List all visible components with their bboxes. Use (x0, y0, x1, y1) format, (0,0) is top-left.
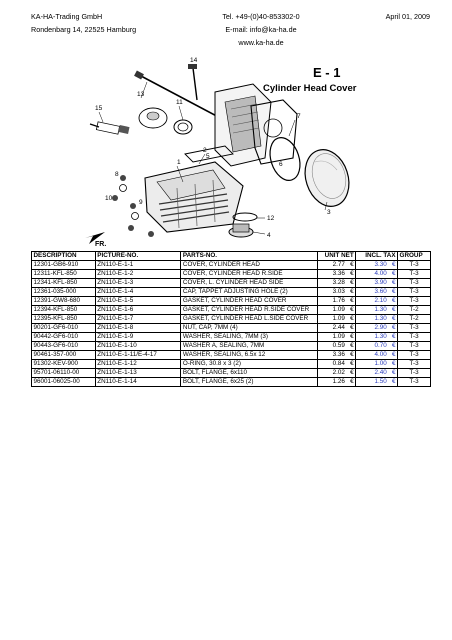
cell-incl-tax: 1.30 € (356, 315, 398, 324)
table-row (32, 270, 431, 279)
cell-incl-tax: 3.30 € (356, 261, 398, 270)
callout-6: 6 (279, 161, 283, 168)
cell-incl-tax: 0.70 € (356, 342, 398, 351)
diagram-code: E - 1 (313, 65, 341, 80)
cell-incl-tax: 1.30 € (356, 333, 398, 342)
front-direction-arrow (85, 232, 106, 248)
bolt-head (134, 70, 144, 79)
callout-4: 4 (267, 232, 271, 239)
cell-parts-no: WASHER A, SEALING, 7MM (181, 342, 318, 351)
cell-parts-no: WASHER, SEALING, 7MM (3) (181, 333, 318, 342)
callout-11: 11 (176, 99, 183, 106)
document-date: April 01, 2009 (385, 12, 430, 21)
table-row (32, 261, 431, 270)
cell-unit-net: 3.28 € (318, 279, 356, 288)
cell-group: T-3 (398, 342, 431, 351)
tappet-cap (229, 224, 253, 237)
cell-description: 12395-KFL-850 (32, 315, 96, 324)
cell-parts-no: CAP, TAPPET ADJUSTING HOLE (2) (181, 288, 318, 297)
table-row (32, 342, 431, 351)
table-header-row (32, 252, 431, 261)
callout-9: 9 (139, 199, 143, 206)
cell-parts-no: COVER, L. CYLINDER HEAD SIDE (181, 279, 318, 288)
cell-incl-tax: 1.50 € (356, 378, 398, 387)
cell-picture-no: ZN110-E-1-9 (95, 333, 181, 342)
cell-description: 95701-06110-00 (32, 369, 96, 378)
column-header: UNIT NET (318, 252, 356, 261)
company-name: KA-HA-Trading GmbH (31, 12, 103, 21)
cell-incl-tax: 4.00 € (356, 351, 398, 360)
table-row (32, 297, 431, 306)
cell-picture-no: ZN110-E-1-10 (95, 342, 181, 351)
cell-picture-no: ZN110-E-1-13 (95, 369, 181, 378)
cell-description: 90201-GF6-010 (32, 324, 96, 333)
cell-parts-no: GASKET, CYLINDER HEAD COVER (181, 297, 318, 306)
callout-3: 3 (327, 209, 331, 216)
cell-unit-net: 3.36 € (318, 270, 356, 279)
cell-incl-tax: 2.90 € (356, 324, 398, 333)
cell-description: 90461-357-000 (32, 351, 96, 360)
table-body (32, 261, 431, 387)
column-header: DESCRIPTION (32, 252, 96, 261)
cell-unit-net: 2.44 € (318, 324, 356, 333)
cell-incl-tax: 1.00 € (356, 360, 398, 369)
callout-8: 8 (115, 171, 119, 178)
cell-incl-tax: 3.90 € (356, 279, 398, 288)
cell-unit-net: 1.09 € (318, 306, 356, 315)
column-header: PICTURE-NO. (95, 252, 181, 261)
table-row (32, 279, 431, 288)
cell-parts-no: BOLT, FLANGE, 6x25 (2) (181, 378, 318, 387)
callout-13: 13 (137, 91, 145, 98)
table-row (32, 324, 431, 333)
table-row (32, 369, 431, 378)
cell-description: 12341-KFL-850 (32, 279, 96, 288)
cell-group: T-3 (398, 270, 431, 279)
cell-parts-no: NUT, CAP, 7MM (4) (181, 324, 318, 333)
cell-incl-tax: 1.30 € (356, 306, 398, 315)
cell-group: T-3 (398, 360, 431, 369)
cell-group: T-3 (398, 297, 431, 306)
cell-unit-net: 1.26 € (318, 378, 356, 387)
cell-picture-no: ZN110-E-1-4 (95, 288, 181, 297)
cell-group: T-3 (398, 378, 431, 387)
cell-parts-no: BOLT, FLANGE, 6x110 (181, 369, 318, 378)
cell-parts-no: GASKET, CYLINDER HEAD L.SIDE COVER (181, 315, 318, 324)
cylinder-head-l-side-cover (298, 144, 356, 212)
table-row (32, 351, 431, 360)
cylinder-head-r-side-cover (215, 84, 271, 166)
cell-unit-net: 1.09 € (318, 333, 356, 342)
cell-group: T-2 (398, 306, 431, 315)
callout-12: 12 (267, 215, 275, 222)
cell-unit-net: 2.77 € (318, 261, 356, 270)
short-bolt (193, 68, 197, 100)
callout-5: 5 (206, 153, 210, 160)
cell-description: 12311-KFL-850 (32, 270, 96, 279)
cell-incl-tax: 4.00 € (356, 270, 398, 279)
cell-description: 90442-GF6-010 (32, 333, 96, 342)
exploded-parts-diagram (75, 54, 380, 252)
cell-incl-tax: 3.60 € (356, 288, 398, 297)
cell-picture-no: ZN110-E-1-6 (95, 306, 181, 315)
cell-description: 12394-KFL-850 (32, 306, 96, 315)
callout-1: 1 (177, 159, 181, 166)
cell-picture-no: ZN110-E-1-8 (95, 324, 181, 333)
cell-picture-no: ZN110-E-1-1 (95, 261, 181, 270)
svg-text:FR.: FR. (95, 241, 107, 248)
callout-2: 2 (203, 147, 207, 154)
column-header: INCL. TAX (356, 252, 398, 261)
cell-picture-no: ZN110-E-1-3 (95, 279, 181, 288)
cell-group: T-3 (398, 369, 431, 378)
spark-plug (90, 122, 130, 134)
column-header: GROUP (398, 252, 431, 261)
cell-incl-tax: 2.10 € (356, 297, 398, 306)
cell-group: T-3 (398, 279, 431, 288)
table-row (32, 306, 431, 315)
cell-description: 90443-GF6-010 (32, 342, 96, 351)
cell-picture-no: ZN110-E-1-12 (95, 360, 181, 369)
diagram-svg (75, 54, 380, 252)
table-row (32, 360, 431, 369)
cell-description: 12391-GW8-680 (32, 297, 96, 306)
cell-group: T-3 (398, 288, 431, 297)
cell-parts-no: O-RING, 30.8 x 3 (2) (181, 360, 318, 369)
cell-parts-no: WASHER, SEALING, 6.5x 12 (181, 351, 318, 360)
company-email[interactable]: E-mail: info@ka-ha.de (225, 25, 297, 34)
callout-14: 14 (190, 57, 198, 64)
diagram-title: Cylinder Head Cover (263, 83, 357, 94)
cell-unit-net: 1.09 € (318, 315, 356, 324)
cell-picture-no: ZN110-E-1-5 (95, 297, 181, 306)
sealing-washer (174, 120, 192, 134)
callout-15: 15 (95, 105, 103, 112)
cell-description: 91302-KEV-900 (32, 360, 96, 369)
callout-7: 7 (297, 113, 301, 120)
column-header: PARTS-NO. (181, 252, 318, 261)
cell-group: T-3 (398, 333, 431, 342)
company-block (31, 10, 136, 36)
cell-picture-no: ZN110-E-1-7 (95, 315, 181, 324)
cell-group: T-3 (398, 324, 431, 333)
cylinder-head-cover (145, 162, 243, 232)
cell-description: 12361-035-000 (32, 288, 96, 297)
cell-description: 96001-06025-00 (32, 378, 96, 387)
short-bolt-head (188, 64, 197, 69)
cell-picture-no: ZN110-E-1-11/E-4-17 (95, 351, 181, 360)
cell-unit-net: 1.76 € (318, 297, 356, 306)
cell-description: 12301-GB6-910 (32, 261, 96, 270)
table-row (32, 288, 431, 297)
table-row (32, 333, 431, 342)
cell-unit-net: 3.36 € (318, 351, 356, 360)
company-address: Rondenbarg 14, 22525 Hamburg (31, 25, 137, 34)
callout-10: 10 (105, 195, 113, 202)
cell-group: T-3 (398, 261, 431, 270)
company-phone: Tel. +49-(0)40-853302-0 (222, 12, 300, 21)
cell-unit-net: 0.59 € (318, 342, 356, 351)
contact-block (201, 10, 321, 49)
cell-parts-no: COVER, CYLINDER HEAD R.SIDE (181, 270, 318, 279)
table-row (32, 378, 431, 387)
parts-table (31, 251, 431, 387)
cell-picture-no: ZN110-E-1-2 (95, 270, 181, 279)
cell-incl-tax: 2.40 € (356, 369, 398, 378)
company-website-link[interactable]: www.ka-ha.de (238, 38, 284, 47)
cell-picture-no: ZN110-E-1-14 (95, 378, 181, 387)
cell-unit-net: 0.84 € (318, 360, 356, 369)
cell-group: T-2 (398, 315, 431, 324)
cell-group: T-3 (398, 351, 431, 360)
cell-parts-no: COVER, CYLINDER HEAD (181, 261, 318, 270)
cell-unit-net: 3.03 € (318, 288, 356, 297)
cell-parts-no: GASKET, CYLINDER HEAD R.SIDE COVER (181, 306, 318, 315)
cell-unit-net: 2.02 € (318, 369, 356, 378)
document-header (31, 10, 430, 52)
small-o-ring (233, 213, 257, 221)
table-row (32, 315, 431, 324)
